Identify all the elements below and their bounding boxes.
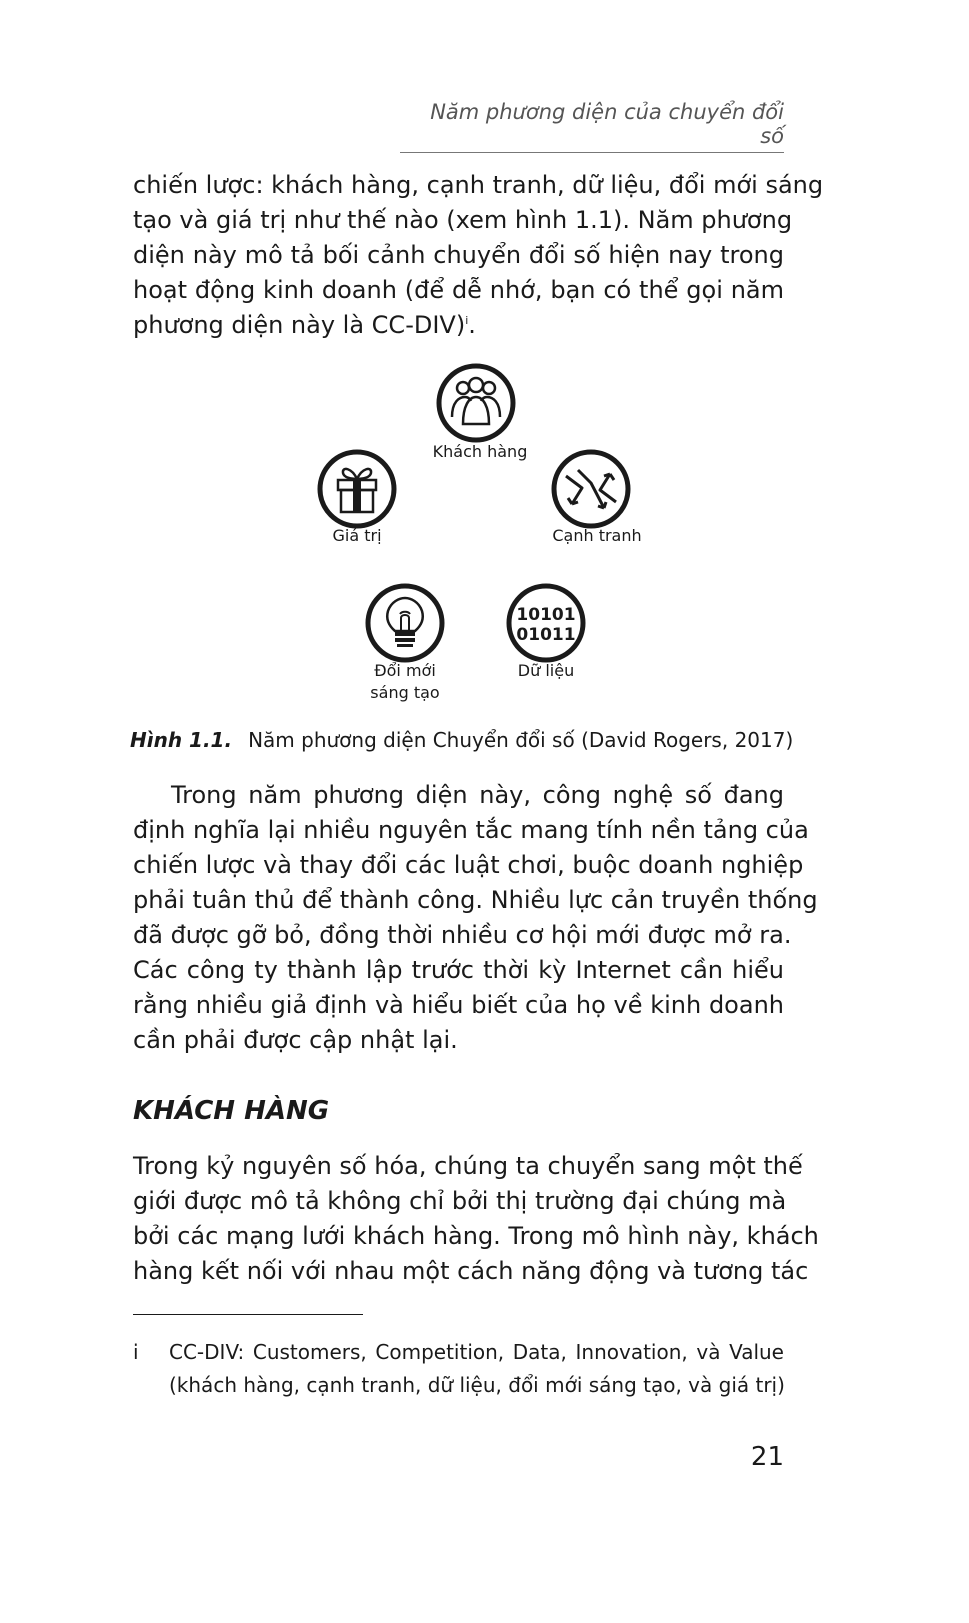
label-line: Đổi mới — [374, 661, 436, 680]
paragraph-dimensions — [133, 778, 818, 1058]
footnote-body — [169, 1336, 784, 1402]
text-line: chiến lược: khách hàng, cạnh tranh, dữ liệu, đổi mới sáng — [133, 171, 824, 199]
text-line: diện này mô tả bối cảnh chuyển đổi số hiện nay trong — [133, 241, 784, 269]
binary-data-icon — [505, 582, 587, 664]
paragraph-intro — [133, 168, 824, 343]
text-line: định nghĩa lại nhiều nguyên tắc mang tính nền tảng của — [133, 816, 809, 844]
caption-number: Hình 1.1. — [130, 728, 233, 752]
text-line: Trong năm phương diện này, công nghệ số đang — [171, 781, 784, 809]
text-line: Trong kỷ nguyên số hóa, chúng ta chuyển sang một thế — [133, 1152, 803, 1180]
caption-text: Năm phương diện Chuyển đổi số (David Rogers, 2017) — [248, 728, 794, 752]
footnote-line: (khách hàng, cạnh tranh, dữ liệu, đổi mới sáng tạo, và giá trị) — [169, 1373, 785, 1397]
text-line: đã được gỡ bỏ, đồng thời nhiều cơ hội mới được mở ra. — [133, 921, 792, 949]
text-line: cần phải được cập nhật lại. — [133, 1026, 458, 1054]
footnote-line: CC-DIV: Customers, Competition, Data, Innovation, và Value — [169, 1340, 784, 1364]
text-line: hàng kết nối với nhau một cách năng động và tương tác — [133, 1257, 809, 1285]
text-segment: phương diện này là CC-DIV) — [133, 311, 466, 339]
footnote-mark: i — [133, 1340, 139, 1364]
gift-icon — [316, 448, 398, 530]
text-line: rằng nhiều giả định và hiểu biết của họ về kinh doanh — [133, 991, 784, 1019]
arrows-competition-icon — [550, 448, 632, 530]
label-value: Giá trị — [332, 526, 382, 545]
text-line: Các công ty thành lập trước thời kỳ Internet cần hiểu — [133, 956, 784, 984]
text-line: bởi các mạng lưới khách hàng. Trong mô hình này, khách — [133, 1222, 819, 1250]
label-competition: Cạnh tranh — [552, 526, 642, 545]
figure-five-dimensions — [0, 355, 969, 715]
binary-text: 01011 — [516, 625, 576, 645]
text-line: giới được mô tả không chỉ bởi thị trường đại chúng mà — [133, 1187, 787, 1215]
text-segment: . — [468, 311, 476, 339]
figure-caption — [130, 728, 793, 752]
label-line: sáng tạo — [370, 683, 440, 702]
text-line: hoạt động kinh doanh (để dễ nhớ, bạn có thể gọi năm — [133, 276, 784, 304]
footnote-rule — [133, 1314, 363, 1315]
people-group-icon — [435, 362, 517, 444]
text-line: tạo và giá trị như thế nào (xem hình 1.1). Năm phương — [133, 206, 793, 234]
label-data: Dữ liệu — [517, 661, 575, 680]
text-line: chiến lược và thay đổi các luật chơi, buộc doanh nghiệp — [133, 851, 804, 879]
page-number: 21 — [750, 1442, 784, 1472]
section-heading: KHÁCH HÀNG — [133, 1096, 330, 1126]
text-line — [133, 308, 784, 343]
label-innovation — [345, 660, 465, 704]
running-header: Năm phương diện của chuyển đổi số — [400, 100, 784, 153]
paragraph-customers — [133, 1149, 819, 1289]
text-line: phải tuân thủ để thành công. Nhiều lực cản truyền thống — [133, 886, 818, 914]
binary-text: 10101 — [516, 605, 576, 625]
label-customers: Khách hàng — [432, 442, 528, 461]
lightbulb-icon — [364, 582, 446, 664]
footnote-reference: i — [465, 314, 469, 327]
